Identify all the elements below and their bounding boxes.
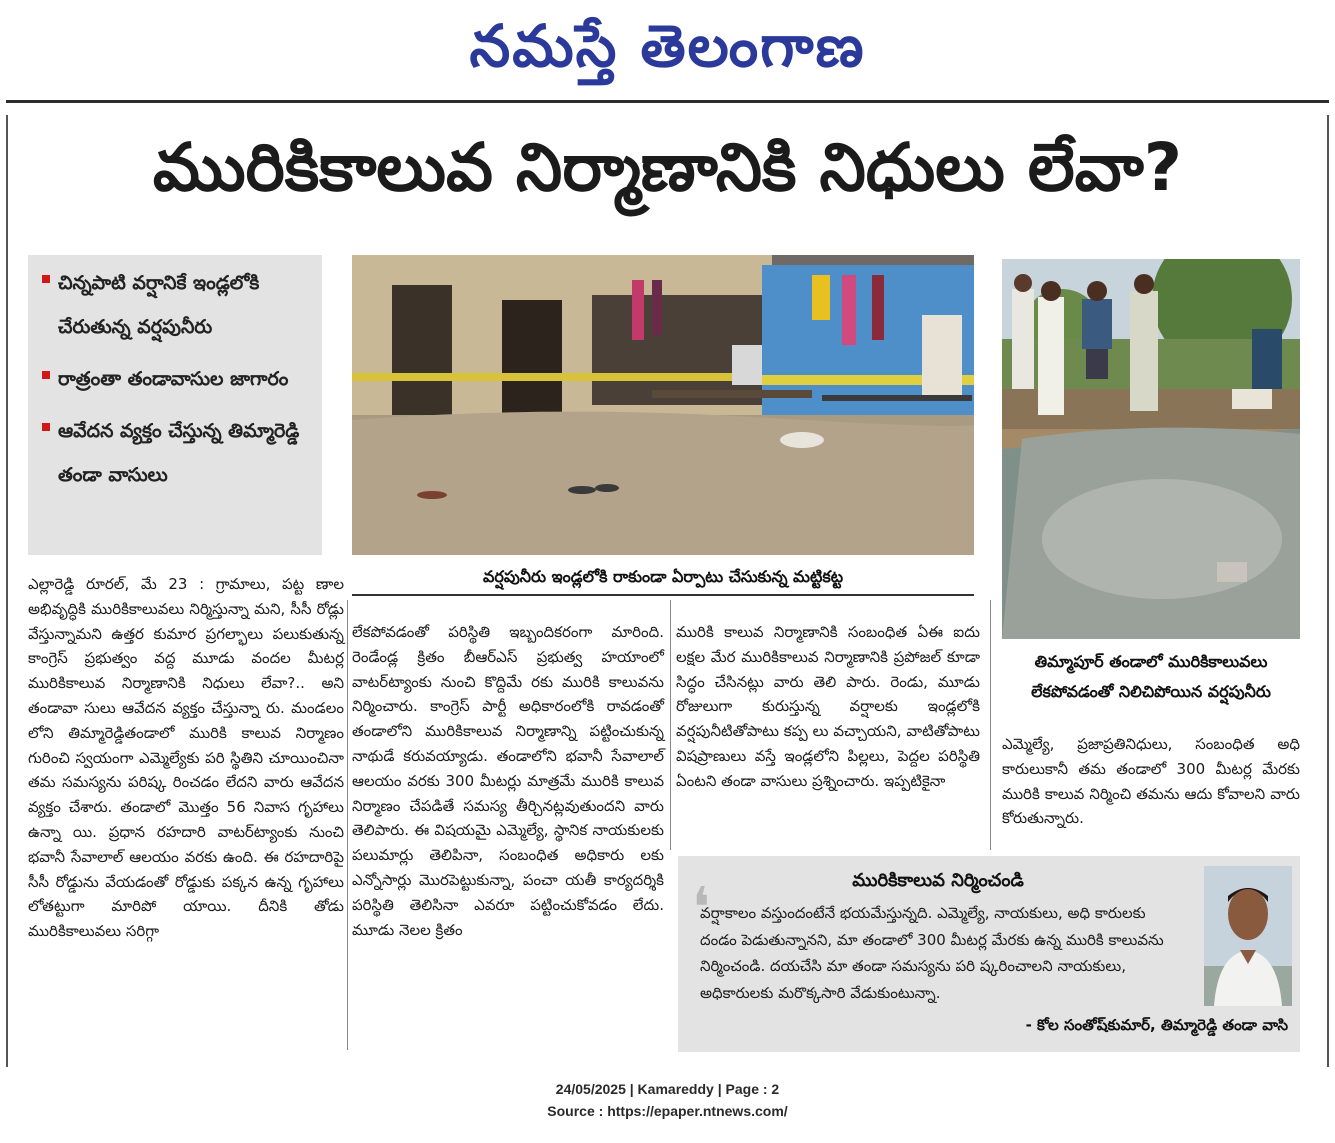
article-column-2: లేకపోవడంతో పరిస్థితి ఇబ్బందికరంగా మారింది. రెండేండ్ల క్రితం బీఆర్‌ఎస్ ప్రభుత్వ హయాంలో వాటర్‌ట్యాంకు నుంచి కొద్దిమే రకు మురికి కాలువను నిర్మించారు. కాంగ్రెస్ పార్టీ అధికారంలోకి రావడంతో తండాలోని మురికికాలువ నిర్మాణాన్ని పట్టించుకున్న నాథుడే కరువయ్యాడు. తండాలోని భవానీ సేవాలాల్ ఆలయం వరకు 300 మీటర్లు మాత్రమే మురికి కాలువ నిర్మాణం చేపడితే సమస్య తీర్చినట్లవుతుందని వారు తెలిపారు. ఈ విషయమై ఎమ్మెల్యే, స్థానిక నాయకులకు పలుమార్లు తెలిపినా, సంబంధిత అధికారు లకు ఎన్నోసార్లు మొరపెట్టుకున్నా, పంచా యతీ కార్యదర్శికి పరిస్థితి తెలిసినా ఎవరూ పట్టించుకోవడం లేదు. మూడు నెలల క్రితం: [352, 623, 664, 939]
portrait-illustration: [1204, 866, 1292, 1006]
waterlogging-photo: [1002, 259, 1300, 639]
column-divider: [347, 600, 348, 1050]
column-divider: [990, 600, 991, 850]
highlight-text: ఆవేదన వ్యక్తం చేస్తున్న తిమ్మారెడ్డి తండా వాసులు: [58, 420, 300, 486]
source-link[interactable]: Source : https://epaper.ntnews.com/: [547, 1103, 788, 1119]
article-column-4: ఎమ్మెల్యే, ప్రజాప్రతినిధులు, సంబంధిత అధి కారులుకానీ తమ తండాలో 300 మీటర్ల మేరకు మురికి కాలువ నిర్మించి తమను ఆదు కోవాలని వారు కోరుతున్నారు.: [1002, 735, 1300, 828]
resident-portrait: [1204, 866, 1292, 1006]
bullet-square-icon: [42, 371, 50, 379]
highlight-text: రాత్రంతా తండావాసుల జాగారం: [58, 368, 289, 390]
highlights-box: [28, 255, 322, 555]
masthead: [0, 0, 1335, 100]
bullet-square-icon: [42, 275, 50, 283]
page-footer: [0, 1078, 1335, 1134]
house-photo: [352, 255, 974, 555]
highlight-item: [38, 261, 312, 349]
edition-info: 24/05/2025 | Kamareddy | Page : 2: [555, 1081, 780, 1097]
waterlogging-photo-illustration: [1002, 259, 1300, 639]
quote-body: వర్షాకాలం వస్తుందంటేనే భయమేస్తున్నది. ఎమ్మెల్యే, నాయకులు, అధి కారులకు దండం పెడుతున్నానని, మా తండాలో 300 మీటర్ల మేరకు ఉన్న మురికి కాలువను నిర్మించండి. దయచేసి మా తండా సమస్యను పరి ష్కరించాలని నాయకులు, అధికారులకు మరొక్కసారి వేడుకుంటున్నా.: [700, 904, 1164, 1002]
resident-quote-box: [678, 856, 1300, 1052]
newspaper-logo: నమస్తే తెలంగాణ: [469, 12, 866, 80]
article-headline: మురికికాలువ నిర్మాణానికి నిధులు లేవా?: [152, 129, 1183, 206]
quote-title: మురికికాలువ నిర్మించండి: [852, 870, 1024, 891]
highlight-text: చిన్నపాటి వర్షానికే ఇండ్లలోకి చేరుతున్న వర్షపునీరు: [58, 272, 260, 338]
article-column-1: ఎల్లారెడ్డి రూరల్, మే 23 : గ్రామాలు, పట్ట ణాల అభివృద్ధికి మురికికాలువలు నిర్మిస్తున్నా మని, సీసీ రోడ్లు వేస్తున్నామని ఉత్తర కుమార ప్రగల్భాలు పలుకుతున్న కాంగ్రెస్ ప్రభుత్వం వద్ద మూడు వందల మీటర్ల మురికికాలువ నిర్మాణానికి నిధులు లేవా?.. అని తండావా సులు ఆవేదన వ్యక్తం చేస్తున్నా రు. మండలం లోని తిమ్మారెడ్డితండాలో మురికి కాలువ నిర్మాణం గురించి స్వయంగా ఎమ్మెల్యేకు పరి స్థితిని చూయించినా తమ సమస్యను పరిష్క రించడం లేదని వారు ఆవేదన వ్యక్తం చేశారు. తండాలో మొత్తం 56 నివాస గృహాలు ఉన్నా యి. ప్రధాన రహదారి వాటర్‌ట్యాంకు నుంచి భవానీ సేవాలాల్ ఆలయం వరకు ఉంది. ఈ రహదారిపై సీసీ రోడ్డును వేయడంతో రోడ్డుకు పక్కన ఉన్న గృహాలు లోతట్టుగా మారిపో యాయి. దీనికి తోడు మురికికాలువలు సరిగ్గా: [28, 575, 344, 941]
quote-mark-icon: ❛: [692, 876, 711, 941]
highlight-item: [38, 409, 312, 497]
house-photo-illustration: [352, 255, 974, 555]
bullet-square-icon: [42, 423, 50, 431]
masthead-rule: [6, 100, 1329, 103]
house-photo-caption: వర్షపునీరు ఇండ్లలోకి రాకుండా ఏర్పాటు చేసుకున్న మట్టికట్ట: [352, 562, 974, 596]
article-column-3: మురికి కాలువ నిర్మాణానికి సంబంధిత ఏఈ ఐదు లక్షల మేర మురికికాలువ నిర్మాణానికి ప్రపోజల్ కూడా సిద్ధం చేసినట్లు వారు తెలి పారు. రెండు, మూడు రోజులుగా కురుస్తున్న వర్షాలకు ఇండ్లలోకి వర్షపునీటితోపాటు కప్ప లు వచ్చాయని, వాటితోపాటు విషప్రాణులు వస్తే ఇండ్లలోని పిల్లలు, పెద్దల పరిస్థితి ఏంటని తండా వాసులు ప్రశ్నించారు. ఇప్పటికైనా: [676, 623, 980, 790]
highlight-item: [38, 357, 312, 401]
source-line: [0, 1100, 1335, 1122]
waterlogging-photo-caption: తిమ్మాపూర్ తండాలో మురికికాలువలు లేకపోవడంతో నిలిచిపోయిన వర్షపునీరు: [1031, 652, 1271, 701]
quote-signature: - కోల సంతోష్‌కుమార్, తిమ్మారెడ్డి తండా వాసి: [1025, 1016, 1288, 1034]
column-divider: [670, 600, 671, 850]
